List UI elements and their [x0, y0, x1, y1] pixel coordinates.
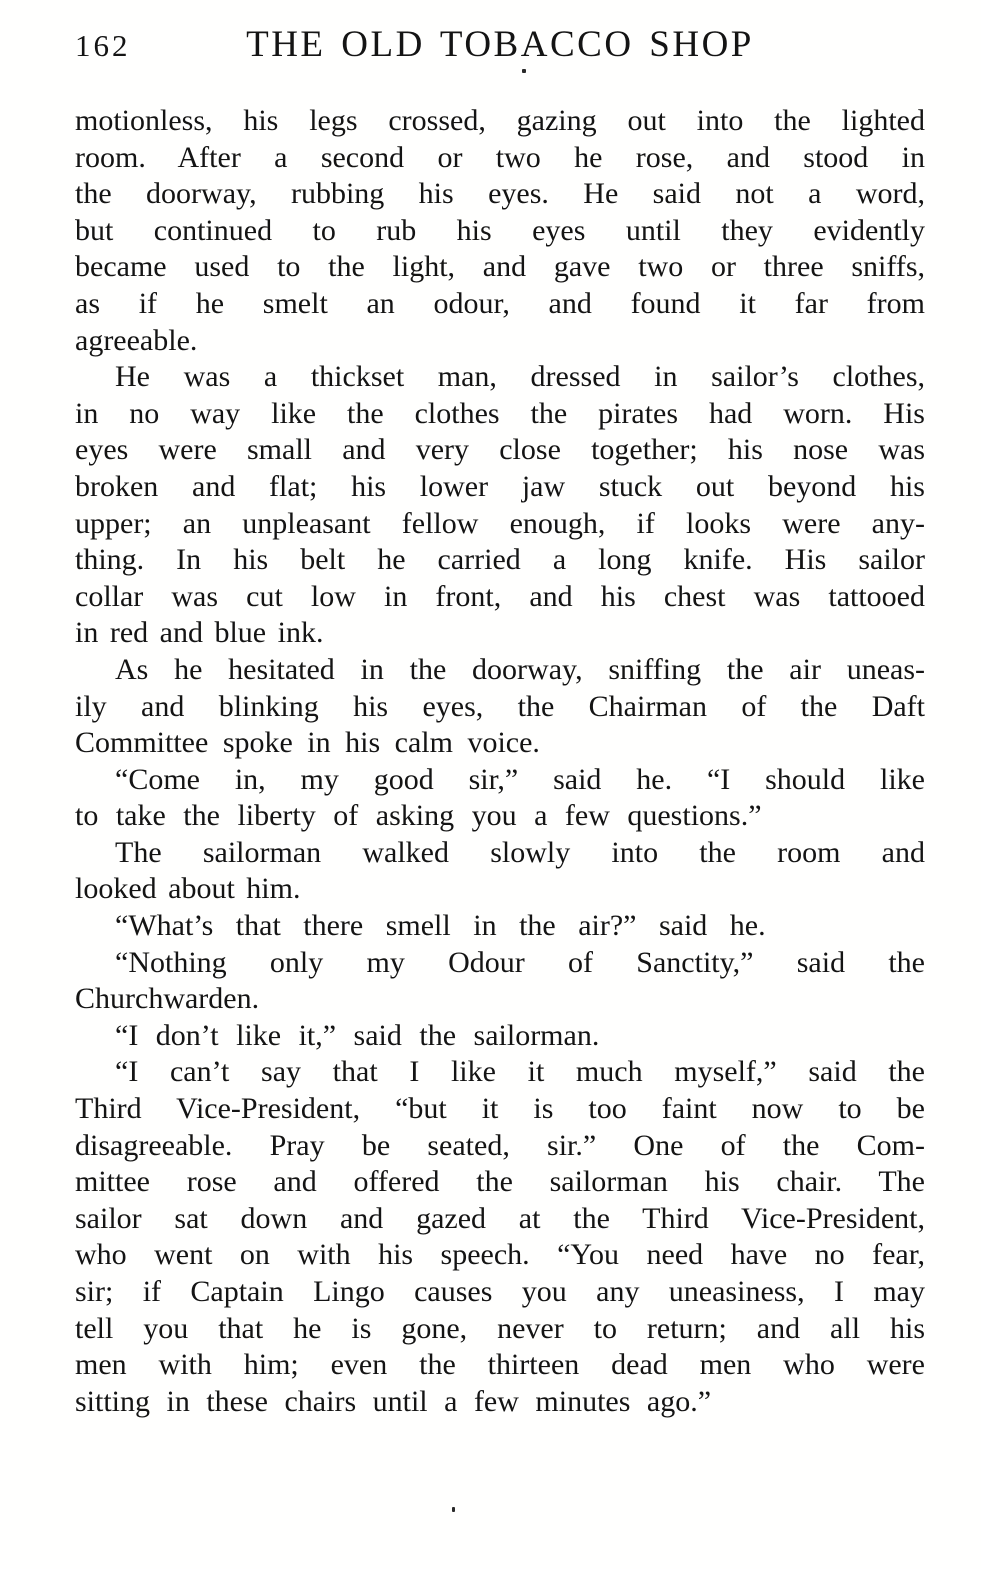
text-line: in no way like the clothes the pirates had worn. His: [75, 396, 925, 430]
text-line: as if he smelt an odour, and found it far from: [75, 286, 925, 320]
text-line: “I can’t say that I like it much myself,” said the: [115, 1055, 925, 1089]
text-line: sitting in these chairs until a few minutes ago.”: [75, 1384, 712, 1418]
page-header: [75, 24, 925, 68]
text-block: [75, 103, 925, 1420]
text-line: sir; if Captain Lingo causes you any uneasiness, I may: [75, 1275, 925, 1308]
running-title: THE OLD TOBACCO SHOP: [246, 24, 754, 65]
text-line: motionless, his legs crossed, gazing out into the lighted: [75, 104, 925, 137]
text-line: upper; an unpleasant fellow enough, if looks were any-: [75, 506, 925, 540]
text-line: tell you that he is gone, never to return; and all his: [75, 1311, 925, 1345]
text-line: agreeable.: [75, 323, 198, 357]
text-line: sailor sat down and gazed at the Third Vice-President,: [75, 1201, 925, 1235]
ink-speck: [452, 1507, 455, 1512]
text-line: collar was cut low in front, and his chest was tattooed: [75, 579, 925, 613]
text-line: ily and blinking his eyes, the Chairman of the Daft: [75, 689, 925, 723]
text-line: disagreeable. Pray be seated, sir.” One of the Com-: [75, 1128, 925, 1162]
text-line: who went on with his speech. “You need have no fear,: [75, 1238, 925, 1272]
text-line: mittee rose and offered the sailorman his chair. The: [75, 1165, 925, 1199]
text-line: “I don’t like it,” said the sailorman.: [115, 1018, 600, 1052]
text-line: “What’s that there smell in the air?” said he.: [115, 909, 766, 943]
text-line: Churchwarden.: [75, 982, 260, 1016]
text-line: men with him; even the thirteen dead men who were: [75, 1348, 925, 1382]
text-line: the doorway, rubbing his eyes. He said not a word,: [75, 177, 925, 211]
text-line: to take the liberty of asking you a few questions.”: [75, 799, 762, 833]
text-line: Third Vice-President, “but it is too faint now to be: [75, 1092, 925, 1126]
text-line: broken and flat; his lower jaw stuck out beyond his: [75, 469, 925, 503]
text-line: As he hesitated in the doorway, sniffing the air uneas-: [115, 652, 925, 686]
text-line: thing. In his belt he carried a long knife. His sailor: [75, 543, 925, 577]
text-line: “Come in, my good sir,” said he. “I should like: [115, 762, 925, 796]
page-number: 162: [75, 28, 131, 63]
text-line: but continued to rub his eyes until they evidently: [75, 213, 925, 247]
text-line: “Nothing only my Odour of Sanctity,” said the: [115, 945, 925, 979]
text-line: The sailorman walked slowly into the room and: [115, 835, 925, 869]
text-line: in red and blue ink.: [75, 616, 324, 650]
text-line: became used to the light, and gave two or three sniffs,: [75, 250, 925, 284]
ink-speck: [522, 69, 526, 73]
text-line: Committee spoke in his calm voice.: [75, 726, 540, 760]
text-line: looked about him.: [75, 872, 301, 906]
text-line: He was a thickset man, dressed in sailor’s clothes,: [115, 360, 925, 394]
text-line: room. After a second or two he rose, and stood in: [75, 140, 925, 174]
text-line: eyes were small and very close together; his nose was: [75, 433, 925, 467]
